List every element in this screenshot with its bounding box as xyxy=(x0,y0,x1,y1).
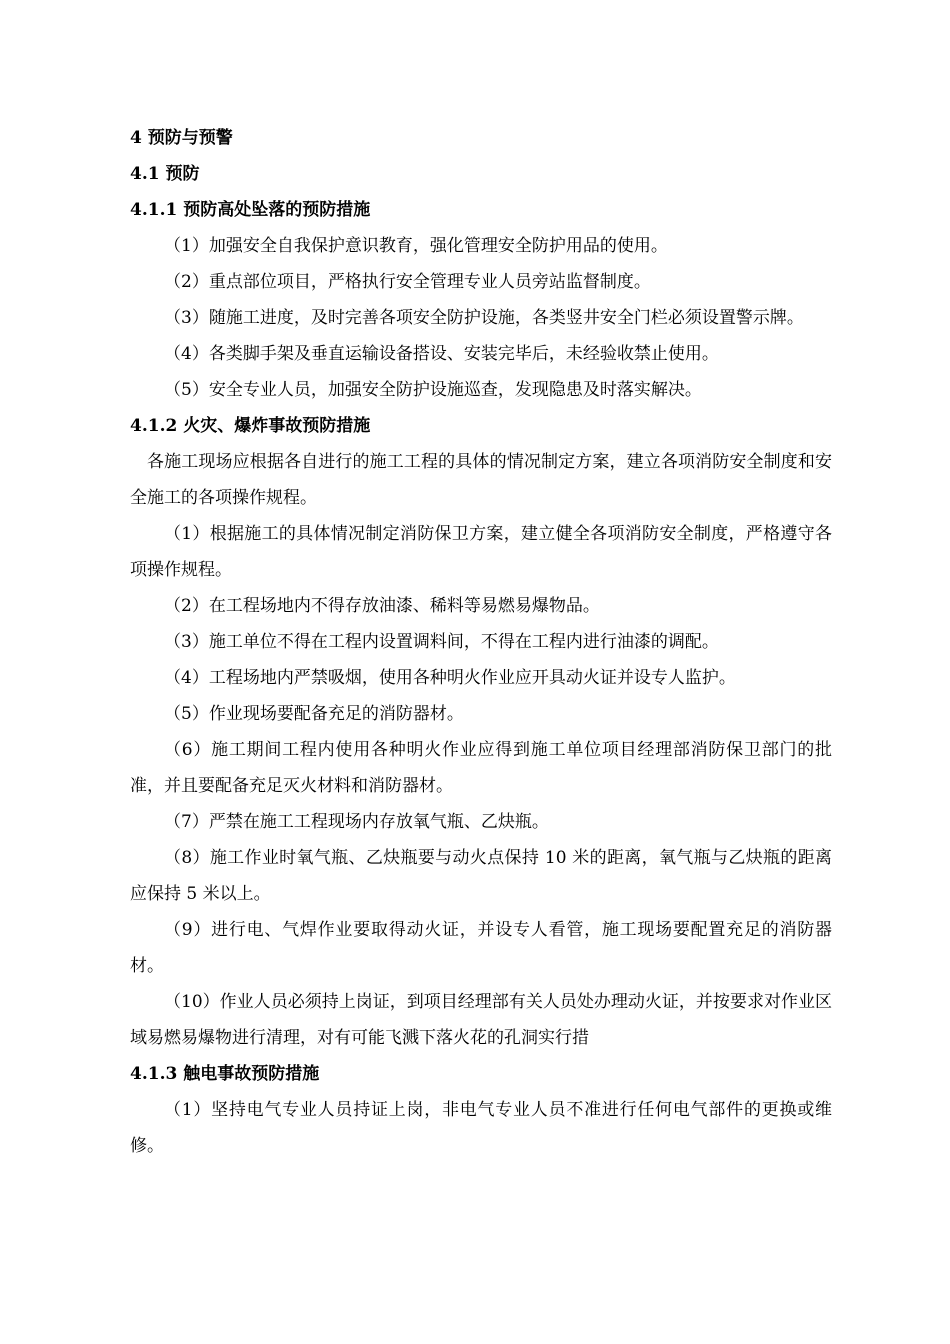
paragraph-4-1-3-item-1: （1）坚持电气专业人员持证上岗，非电气专业人员不准进行任何电气部件的更换或维修。 xyxy=(130,1100,832,1156)
paragraph-4-1-1-item-2: （2）重点部位项目，严格执行安全管理专业人员旁站监督制度。 xyxy=(164,272,651,292)
heading-4-1-2: 4.1.2 火灾、爆炸事故预防措施 xyxy=(130,416,371,436)
paragraph-4-1-2-item-9: （9）进行电、气焊作业要取得动火证，并设专人看管，施工现场要配置充足的消防器材。 xyxy=(130,920,832,976)
paragraph-4-1-1-item-4: （4）各类脚手架及垂直运输设备搭设、安装完毕后，未经验收禁止使用。 xyxy=(164,344,719,364)
paragraph-4-1-2-item-1: （1）根据施工的具体情况制定消防保卫方案，建立健全各项消防安全制度，严格遵守各项操作规程。 xyxy=(130,524,832,580)
paragraph-4-1-2-item-7: （7）严禁在施工工程现场内存放氧气瓶、乙炔瓶。 xyxy=(164,812,549,832)
paragraph-4-1-1-item-5: （5）安全专业人员，加强安全防护设施巡查，发现隐患及时落实解决。 xyxy=(164,380,702,400)
heading-4-1-1: 4.1.1 预防高处坠落的预防措施 xyxy=(130,200,371,220)
heading-4-1-3: 4.1.3 触电事故预防措施 xyxy=(130,1064,320,1084)
paragraph-4-1-2-item-8: （8）施工作业时氧气瓶、乙炔瓶要与动火点保持 10 米的距离，氧气瓶与乙炔瓶的距离应保持 5 米以上。 xyxy=(130,848,832,904)
heading-4-1: 4.1 预防 xyxy=(130,164,200,184)
paragraph-4-1-2-item-6: （6）施工期间工程内使用各种明火作业应得到施工单位项目经理部消防保卫部门的批准，并且要配备充足灭火材料和消防器材。 xyxy=(130,740,832,796)
document-body xyxy=(130,120,832,1164)
paragraph-4-1-1-item-3: （3）随施工进度，及时完善各项安全防护设施，各类竖井安全门栏必须设置警示牌。 xyxy=(164,308,804,328)
heading-4: 4 预防与预警 xyxy=(130,128,233,148)
paragraph-4-1-1-item-1: （1）加强安全自我保护意识教育，强化管理安全防护用品的使用。 xyxy=(164,236,668,256)
paragraph-4-1-2-item-3: （3）施工单位不得在工程内设置调料间，不得在工程内进行油漆的调配。 xyxy=(164,632,719,652)
paragraph-4-1-2-intro: 各施工现场应根据各自进行的施工工程的具体的情况制定方案，建立各项消防安全制度和安全施工的各项操作规程。 xyxy=(130,452,832,508)
paragraph-4-1-2-item-10: （10）作业人员必须持上岗证，到项目经理部有关人员处办理动火证，并按要求对作业区域易燃易爆物进行清理，对有可能飞溅下落火花的孔洞实行措 xyxy=(130,992,832,1048)
paragraph-4-1-2-item-2: （2）在工程场地内不得存放油漆、稀料等易燃易爆物品。 xyxy=(164,596,600,616)
paragraph-4-1-2-item-4: （4）工程场地内严禁吸烟，使用各种明火作业应开具动火证并设专人监护。 xyxy=(164,668,736,688)
paragraph-4-1-2-item-5: （5）作业现场要配备充足的消防器材。 xyxy=(164,704,464,724)
